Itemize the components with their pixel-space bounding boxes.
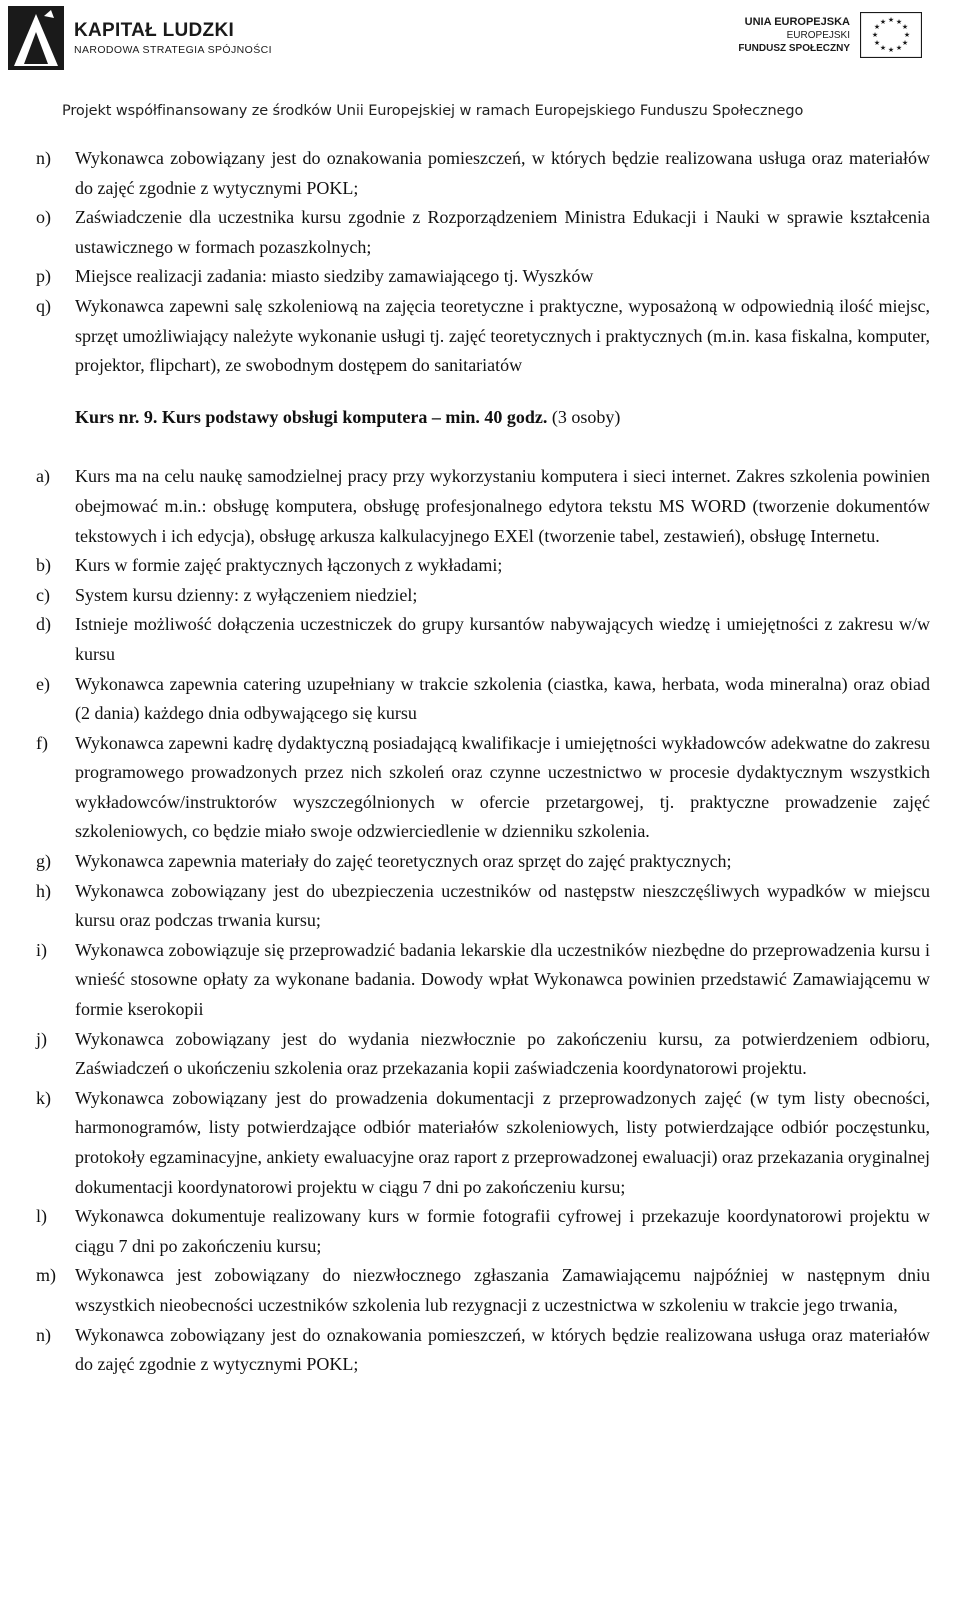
list-item-text: Wykonawca zapewnia materiały do zajęć teoretycznych oraz sprzęt do zajęć praktycznych; <box>75 851 732 872</box>
list-marker: m) <box>36 1265 56 1286</box>
list-item-text: Wykonawca zobowiązany jest do prowadzenia dokumentacji z przeprowadzonych zajęć (w tym listy obecności, harmonogramów, listy potwierdzające odbiór materiałów szkoleniowych, listy potwierdzające odbiór poczęstunku, protokoły egzaminacyjne, ankiety ewaluacyjne oraz raport z przeprowadzonej ewaluacji) oraz przekazania oryginalnej dokumentacji koordynatorowi projektu w ciągu 7 dni po zakończeniu kursu; <box>75 1087 930 1197</box>
list-item <box>0 877 960 936</box>
list-item <box>0 1321 960 1380</box>
list-item <box>0 292 960 381</box>
list-item-text: Zaświadczenie dla uczestnika kursu zgodnie z Rozporządzeniem Ministra Edukacji i Nauki w sprawie kształcenia ustawicznego w formach pozaszkolnych; <box>75 207 930 257</box>
eu-line-2: EUROPEJSKI <box>786 30 850 41</box>
list-marker: l) <box>36 1206 47 1227</box>
eu-line-3: FUNDUSZ SPOŁECZNY <box>738 43 850 54</box>
list-top <box>0 144 960 381</box>
list-item-text: Wykonawca zapewni salę szkoleniową na zajęcia teoretyczne i praktyczne, wyposażoną w odpowiednią ilość miejsc, sprzęt umożliwiający należyte wykonanie usługi tj. zajęć teoretycznych i praktycznych (m.in. kasa fiskalna, komputer, projektor, flipchart), ze swobodnym dostępem do sanitariatów <box>75 295 930 376</box>
list-item-text: Wykonawca zapewni kadrę dydaktyczną posiadającą kwalifikacje i umiejętności wykładowców adekwatne do zakresu programowego prowadzonych przez nich szkoleń oraz czynne uczestnictwo w procesie dydaktycznym wszystkich wykładowców/instruktorów wyszczególnionych w ofercie przetargowej, tj. praktyczne prowadzenie zajęć szkoleniowych, co będzie miało swoje odzwierciedlenie w dzienniku szkolenia. <box>75 732 930 842</box>
list-item-text: Wykonawca dokumentuje realizowany kurs w formie fotografii cyfrowej i przekazuje koordynatorowi projektu w ciągu 7 dni po zakończeniu kursu; <box>75 1206 930 1256</box>
list-item <box>0 144 960 203</box>
list-item <box>0 1084 960 1202</box>
svg-text:★: ★ <box>895 18 903 26</box>
svg-text:★: ★ <box>895 44 903 52</box>
page-header <box>0 0 960 119</box>
kapital-ludzki-subtitle: NARODOWA STRATEGIA SPÓJNOŚCI <box>74 44 272 56</box>
list-marker: h) <box>36 880 51 901</box>
list-marker: p) <box>36 266 51 287</box>
document-body <box>0 144 960 1380</box>
list-item-text: Wykonawca jest zobowiązany do niezwłocznego zgłaszania Zamawiającemu najpóźniej w następnym dniu wszystkich nieobecności uczestników szkolenia lub rezygnacji z uczestnictwa w szkoleniu w trakcie jego trwania, <box>75 1265 930 1315</box>
list-item-text: Wykonawca zobowiązany jest do oznakowania pomieszczeń, w których będzie realizowana usługa oraz materiałów do zajęć zgodnie z wytycznymi POKL; <box>75 1324 930 1375</box>
list-item <box>0 203 960 262</box>
svg-text:★: ★ <box>879 18 887 26</box>
course-heading <box>0 403 960 433</box>
list-marker: c) <box>36 584 50 605</box>
kapital-ludzki-title: KAPITAŁ LUDZKI <box>74 20 235 41</box>
list-marker: o) <box>36 207 51 228</box>
list-item <box>0 1202 960 1261</box>
list-item <box>0 729 960 847</box>
eu-line-1: UNIA EUROPEJSKA <box>744 16 850 28</box>
list-marker: k) <box>36 1087 51 1108</box>
list-marker: n) <box>36 1324 51 1345</box>
list-item-text: Istnieje możliwość dołączenia uczestniczek do grupy kursantów nabywających wiedzę i umiejętności z zakresu w/w kursu <box>75 614 930 664</box>
list-marker: j) <box>36 1028 47 1049</box>
list-marker: f) <box>36 732 48 753</box>
list-item <box>0 262 960 292</box>
list-item-text: Wykonawca zobowiązany jest do ubezpieczenia uczestników od następstw nieszczęśliwych wypadków w miejscu kursu oraz podczas trwania kursu; <box>75 880 930 931</box>
list-marker: i) <box>36 939 47 960</box>
course-heading-participants: (3 osoby) <box>547 406 621 427</box>
list-item <box>0 1025 960 1084</box>
list-marker: d) <box>36 614 51 635</box>
list-marker: g) <box>36 851 51 872</box>
list-item-text: Wykonawca zapewnia catering uzupełniany w trakcie szkolenia (ciastka, kawa, herbata, woda mineralna) oraz obiad (2 dania) każdego dnia odbywającego się kursu <box>75 673 930 724</box>
list-item-text: Wykonawca zobowiązuje się przeprowadzić badania lekarskie dla uczestników niezbędne do przeprowadzenia kursu i wnieść stosowne opłaty za wykonane badania. Dowody wpłat Wykonawca powinien przedstawić Zamawiającemu w formie kserokopii <box>75 939 930 1020</box>
eu-flag-icon <box>860 12 922 58</box>
kapital-ludzki-logo-icon <box>8 6 68 72</box>
list-item <box>0 610 960 669</box>
list-item-text: Miejsce realizacji zadania: miasto siedziby zamawiającego tj. Wyszków <box>75 266 594 287</box>
list-item <box>0 1261 960 1320</box>
svg-text:★: ★ <box>873 39 881 47</box>
svg-text:★: ★ <box>871 31 879 39</box>
list-marker: b) <box>36 555 51 576</box>
list-item-text: Kurs ma na celu naukę samodzielnej pracy przy wykorzystaniu komputera i sieci internet. Zakres szkolenia powinien obejmować m.in.: obsługę komputera, obsługę profesjonalnego edytora tekstu MS WORD (tworzenie dokumentów tekstowych i ich edycja), obsługę arkusza kalkulacyjnego EXEl (tworzenie tabel, zestawień), obsługę Internetu. <box>75 466 930 546</box>
list-item-text: Wykonawca zobowiązany jest do oznakowania pomieszczeń, w których będzie realizowana usługa oraz materiałów do zajęć zgodnie z wytycznymi POKL; <box>75 148 930 198</box>
svg-text:★: ★ <box>887 46 895 54</box>
svg-text:★: ★ <box>887 16 895 24</box>
list-item <box>0 581 960 611</box>
list-item <box>0 936 960 1025</box>
list-item-text: Wykonawca zobowiązany jest do wydania niezwłocznie po zakończeniu kursu, za potwierdzeniem odbioru, Zaświadczeń o ukończeniu szkolenia oraz przekazania kopii zaświadczenia koordynatorowi projektu. <box>75 1028 930 1079</box>
eu-logo-text <box>738 16 850 55</box>
list-item <box>0 462 960 551</box>
list-item <box>0 551 960 581</box>
list-main <box>0 462 960 1379</box>
svg-text:★: ★ <box>873 23 881 31</box>
course-heading-bold: Kurs nr. 9. Kurs podstawy obsługi komputera – min. 40 godz. <box>75 406 548 427</box>
list-marker: q) <box>36 295 51 316</box>
list-item-text: Kurs w formie zajęć praktycznych łączonych z wykładami; <box>75 555 503 576</box>
list-item-text: System kursu dzienny: z wyłączeniem niedziel; <box>75 584 418 605</box>
list-item <box>0 847 960 877</box>
list-marker: n) <box>36 148 51 168</box>
svg-text:★: ★ <box>879 44 887 52</box>
svg-text:★: ★ <box>903 31 911 39</box>
list-marker: e) <box>36 673 50 694</box>
svg-text:★: ★ <box>901 23 909 31</box>
list-marker: a) <box>36 466 50 487</box>
svg-text:★: ★ <box>901 39 909 47</box>
project-cofinancing-line: Projekt współfinansowany ze środków Unii Europejskiej w ramach Europejskiego Funduszu Społecznego <box>62 103 804 119</box>
list-item <box>0 670 960 729</box>
